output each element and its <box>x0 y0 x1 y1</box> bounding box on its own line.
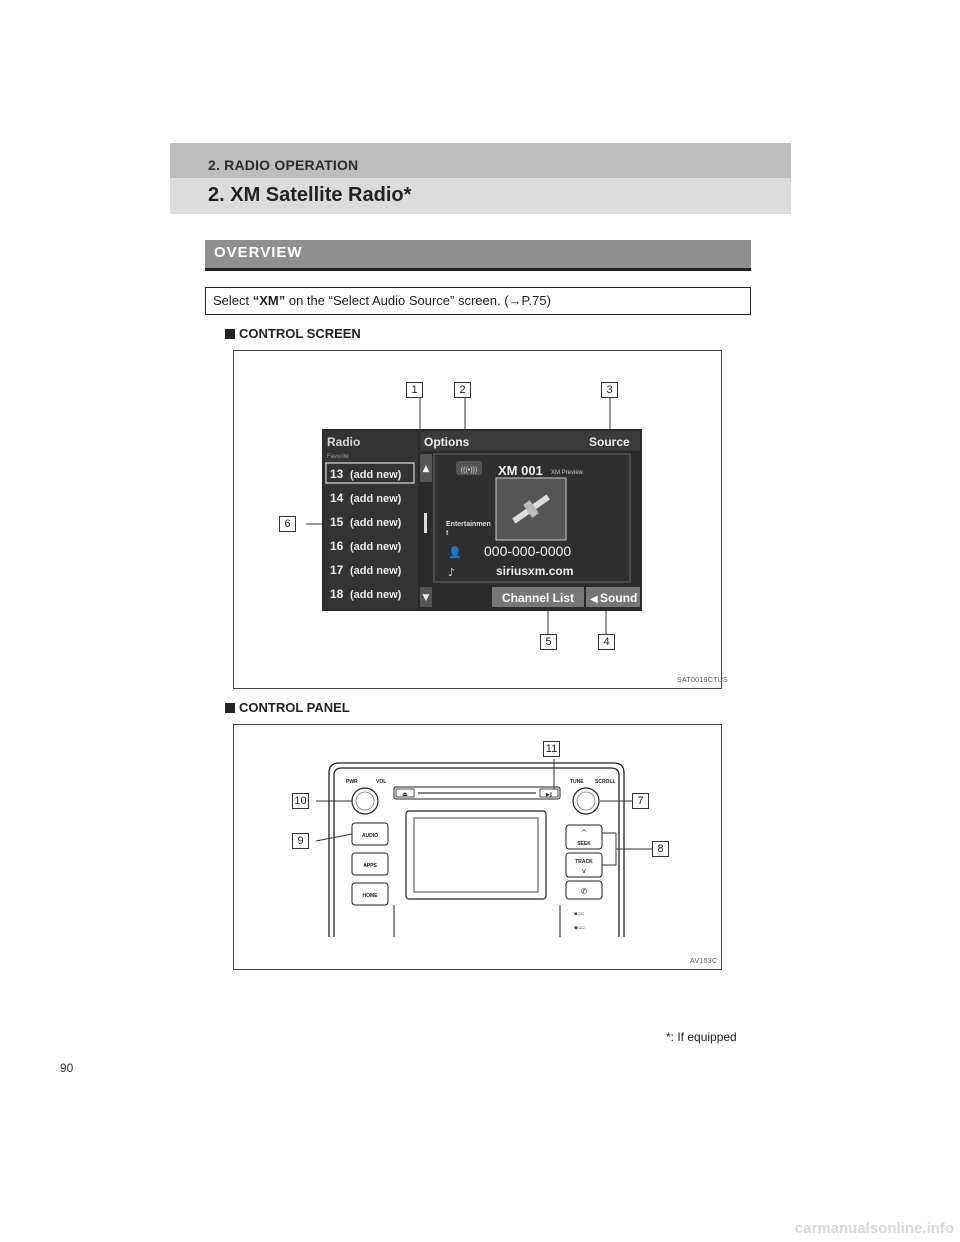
chevron-up-icon: ^ <box>581 829 587 837</box>
eject-icon: ⏏ <box>402 791 408 798</box>
pandora-logo-icon: ▪▫▫ <box>574 911 585 917</box>
scroll-label: SCROLL <box>595 779 616 785</box>
vol-label: VOL <box>376 779 387 785</box>
category-line1: Entertainmen <box>446 521 491 528</box>
bullet-square-icon <box>225 329 235 339</box>
footnote: *: If equipped <box>666 1030 737 1044</box>
tune-label: TUNE <box>570 779 584 785</box>
channel-number: XM 001 <box>498 463 543 478</box>
control-screen-heading: CONTROL SCREEN <box>225 326 361 341</box>
audio-label: AUDIO <box>361 833 379 839</box>
home-label: HOME <box>362 893 378 899</box>
preset-label: (add new) <box>350 589 402 601</box>
bullet-square-icon <box>225 703 235 713</box>
callout-10: 10 <box>292 793 309 809</box>
screen-title: Radio <box>327 435 361 449</box>
phone-number: 000-000-0000 <box>484 543 572 559</box>
callout-3: 3 <box>601 382 618 398</box>
preset-number: 15 <box>330 515 344 529</box>
callout-2: 2 <box>454 382 471 398</box>
sound-label: Sound <box>600 591 638 605</box>
options-label: Options <box>424 435 470 449</box>
seek-label: SEEK <box>577 841 591 847</box>
preset-label: (add new) <box>350 541 402 553</box>
phone-icon: ✆ <box>580 887 588 896</box>
preset-label: (add new) <box>350 469 402 481</box>
watermark-band <box>0 1212 960 1242</box>
category-line2: t <box>446 530 449 537</box>
display-screen <box>414 818 538 892</box>
preset-number: 18 <box>330 587 344 601</box>
hd-radio-logo-icon: ◆▫▫ <box>574 925 585 931</box>
channel-list-label: Channel List <box>502 591 575 605</box>
callout-5: 5 <box>540 634 557 650</box>
up-arrow-icon: ▲ <box>422 464 430 474</box>
preset-number: 17 <box>330 563 344 577</box>
website: siriusxm.com <box>496 564 574 578</box>
control-screen-illustration <box>234 351 721 688</box>
source-label: Source <box>589 435 630 449</box>
control-screen-figure <box>233 350 729 689</box>
instruction-text: Select “XM” on the “Select Audio Source” screen. (→P.75) <box>213 293 551 308</box>
page-number: 90 <box>60 1061 74 1075</box>
callout-8: 8 <box>652 841 669 857</box>
callout-11: 11 <box>543 741 560 757</box>
music-note-icon: ♪ <box>448 566 456 579</box>
control-panel-heading: CONTROL PANEL <box>225 700 350 715</box>
callout-1: 1 <box>406 382 423 398</box>
callout-6: 6 <box>279 516 296 532</box>
control-panel-figure <box>233 724 722 970</box>
section-label: 2. RADIO OPERATION <box>208 157 359 173</box>
figure-code-panel: AV153C <box>690 958 718 965</box>
preset-label: (add new) <box>350 565 402 577</box>
preset-number: 13 <box>330 467 344 481</box>
scroll-thumb <box>424 513 427 533</box>
preset-number: 14 <box>330 491 344 505</box>
page-title: 2. XM Satellite Radio* <box>208 184 412 206</box>
callout-9: 9 <box>292 833 309 849</box>
watermark: carmanualsonline.info <box>794 1220 954 1237</box>
screen-subtitle: Favorite <box>327 454 349 460</box>
callout-7: 7 <box>632 793 649 809</box>
figure-code-screen: SAT0019CTUS <box>677 677 729 684</box>
apps-label: APPS <box>363 863 377 869</box>
pwr-label: PWR <box>346 779 358 785</box>
down-arrow-icon: ▼ <box>422 593 430 603</box>
track-label: TRACK <box>575 859 593 865</box>
media-icon: ▶‖ <box>545 792 553 798</box>
preset-label: (add new) <box>350 517 402 529</box>
chevron-down-icon: v <box>581 867 587 875</box>
overview-heading: OVERVIEW <box>214 244 303 261</box>
callout-4: 4 <box>598 634 615 650</box>
person-icon: 👤 <box>448 546 462 559</box>
overview-rule <box>205 268 751 271</box>
speaker-icon: ◀ <box>590 594 598 605</box>
xm-logo-mark: (((•))) <box>460 467 478 474</box>
channel-name: XM Preview <box>551 470 584 476</box>
preset-number: 16 <box>330 539 344 553</box>
preset-label: (add new) <box>350 493 402 505</box>
